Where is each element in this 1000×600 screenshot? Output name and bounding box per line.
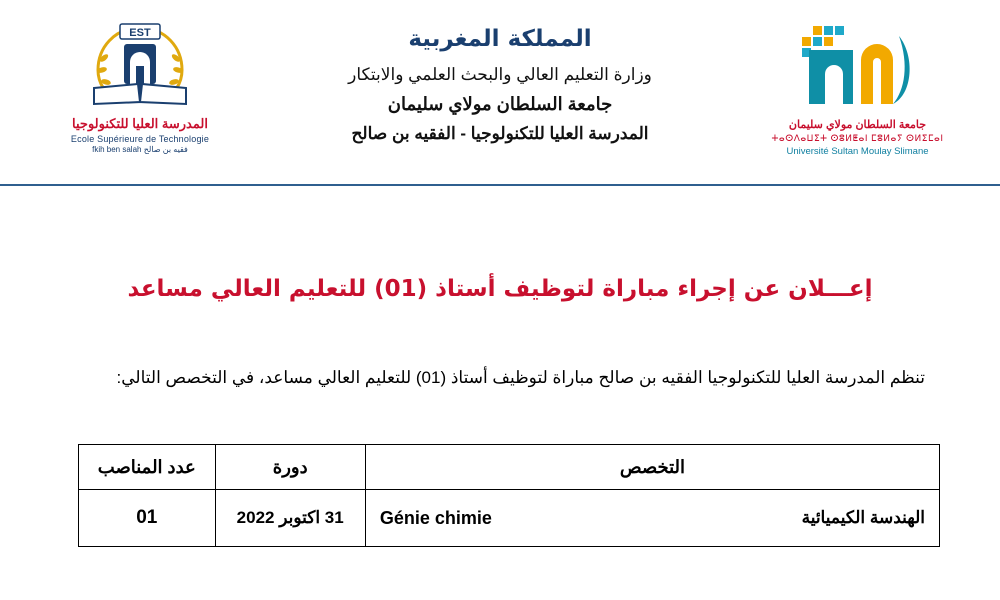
cell-specialty-fr: Génie chimie	[379, 507, 492, 528]
usms-name-ar: جامعة السلطان مولاي سليمان	[788, 119, 927, 131]
kingdom-line: المملكة المغربية	[408, 26, 592, 52]
intro-paragraph: تنظم المدرسة العليا للتكنولوجيا الفقيه بن صالح مباراة لتوظيف أستاذ (01) للتعليم العالي مساعد، في التخصص التالي:	[116, 368, 925, 387]
header-divider	[0, 184, 1000, 186]
table-header-row	[79, 445, 940, 490]
university-line: جامعة السلطان مولاي سليمان	[387, 94, 613, 114]
cell-specialty	[365, 490, 939, 547]
table-row	[79, 490, 940, 547]
est-logo	[55, 22, 225, 172]
column-header-specialty: التخصص	[365, 445, 939, 490]
column-header-positions: عدد المناصب	[79, 445, 216, 490]
page-title: إعـــلان عن إجراء مباراة لتوظيف أستاذ (01) للتعليم العالي مساعد	[127, 276, 873, 302]
school-line: المدرسة العليا للتكنولوجيا - الفقيه بن صالح	[351, 124, 649, 143]
cell-specialty-ar: الهندسة الكيميائية	[801, 508, 925, 527]
svg-text:EST: EST	[129, 27, 151, 39]
cell-positions: 01	[79, 490, 216, 547]
usms-name-tifinagh: ⵜⴰⵙⴷⴰⵡⵉⵜ ⵙⵓⵍⵟⴰⵏ ⵎⵓⵍⴰⵢ ⵙⵍⵉⵎⴰⵏ	[771, 133, 944, 143]
est-logo-title-ar: المدرسة العليا للتكنولوجيا	[72, 116, 208, 131]
usms-logo	[770, 20, 945, 175]
header-text-block	[250, 26, 750, 144]
document-header	[0, 0, 1000, 185]
column-header-session: دورة	[215, 445, 365, 490]
specialties-table-wrapper	[78, 444, 940, 547]
est-logo-title-fr: Ecole Supérieure de Technologie	[70, 134, 210, 144]
est-logo-city: فقيه بن صالح fkih ben salah	[92, 145, 188, 154]
cell-session: 31 اكتوبر 2022	[215, 490, 365, 547]
specialties-table	[78, 444, 940, 547]
ministry-line: وزارة التعليم العالي والبحث العلمي والابتكار	[348, 65, 652, 84]
usms-name-fr: Université Sultan Moulay Slimane	[786, 146, 929, 157]
est-emblem-icon	[80, 22, 200, 114]
usms-emblem-icon	[795, 20, 920, 115]
